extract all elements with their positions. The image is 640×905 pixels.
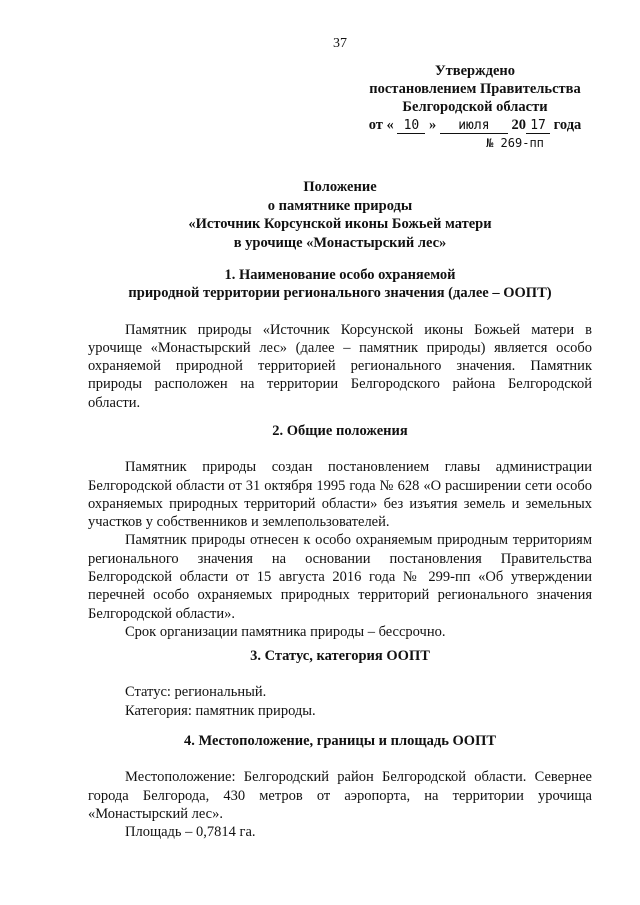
section-4-area: Площадь – 0,7814 га.: [125, 824, 256, 841]
title-line-2: о памятнике природы: [267, 197, 413, 214]
page-number: 37: [333, 36, 347, 51]
approval-line-1: Утверждено: [435, 63, 515, 79]
section-1-heading: [88, 266, 592, 303]
title-line-1: Положение: [303, 179, 377, 195]
approval-block: [330, 62, 620, 152]
section-4-location: Местоположение: Белгородский район Белгородской области. Севернее города Белгорода, 430 метров от аэропорта, на территории урочища «Монастырский лес».: [88, 769, 592, 822]
section-2-paragraph-3: Срок организации памятника природы – бессрочно.: [125, 623, 446, 640]
approval-line-2: постановлением Правительства: [369, 81, 581, 97]
title-line-4: в урочище «Монастырский лес»: [233, 234, 447, 251]
date-from-label: от: [368, 117, 383, 133]
section-1-paragraph: Памятник природы «Источник Корсунской иконы Божьей матери в урочище «Монастырский лес» (далее – памятник природы) является особо охраняемой природной территорией регионального значения. Памятник природы расположен на территории Белгородского района Белгородской области.: [88, 321, 592, 411]
section-2-paragraph-1: Памятник природы создан постановлением главы администрации Белгородской области от 31 октября 1995 года № 628 «О расширении сети особо охраняемых природных территорий области» без изъятия земель и земельных участков у собственников и землепользователей.: [88, 459, 592, 531]
section-4-heading: 4. Местоположение, границы и площадь ООПТ: [183, 733, 497, 749]
date-month: июля: [440, 119, 508, 134]
section-2-paragraph-2: Памятник природы отнесен к особо охраняемым природным территориям регионального значения на основании постановления Правительства Белгородской области от 15 августа 2016 года № 299-пп «Об утверждении перечней особо охраняемых природных территорий регионального значения Белгородской области».: [88, 532, 592, 622]
section-4: [88, 732, 592, 841]
section-1-heading-line-2: природной территории регионального значения (далее – ООПТ): [128, 285, 552, 302]
approval-date-line: [330, 116, 620, 134]
section-3: [88, 647, 592, 720]
document-number: № 269-пп: [486, 136, 544, 150]
section-3-heading: 3. Статус, категория ООПТ: [250, 648, 430, 664]
section-1-heading-line-1: 1. Наименование особо охраняемой: [224, 267, 456, 283]
date-quote-open: «: [386, 117, 394, 133]
title-line-3: «Источник Корсунской иконы Божьей матери: [188, 216, 492, 232]
document-title: [50, 178, 630, 252]
section-3-category: Категория: памятник природы.: [125, 702, 316, 719]
date-year-word: года: [553, 117, 582, 133]
section-1: [88, 266, 592, 412]
approval-line-3: Белгородской области: [402, 99, 548, 115]
date-year-suffix: 17: [526, 119, 550, 134]
section-2: [88, 422, 592, 641]
date-quote-close: »: [429, 117, 437, 133]
section-2-heading: 2. Общие положения: [272, 423, 408, 439]
section-3-status: Статус: региональный.: [125, 684, 267, 701]
date-year-prefix: 20: [511, 117, 527, 133]
date-day: 10: [397, 119, 425, 134]
